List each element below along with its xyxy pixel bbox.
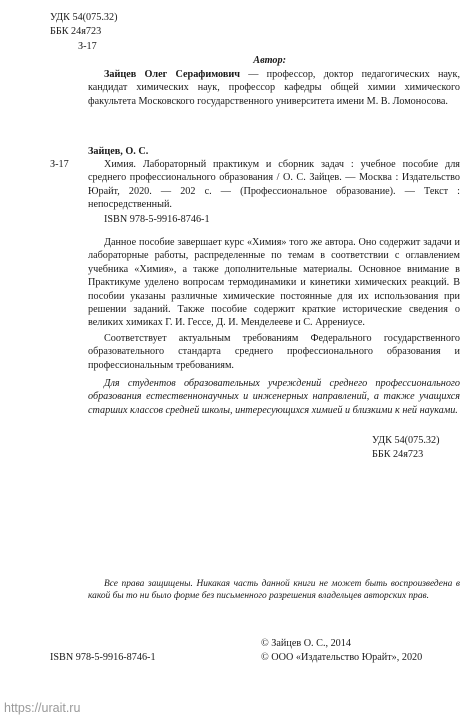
- header-udk: УДК 54(075.32): [50, 12, 118, 23]
- catalog-author: Зайцев, О. С.: [88, 146, 149, 157]
- footer-isbn: ISBN 978-5-9916-8746-1: [50, 652, 156, 663]
- classification-udk: УДК 54(075.32): [372, 435, 440, 446]
- rights-notice: Все права защищены. Никакая часть данной книги не может быть воспроизведена в какой бы то ни было форме без письменного разрешения владельцев авторских прав.: [88, 579, 460, 602]
- abstract: [88, 236, 460, 372]
- header-code: З-17: [78, 41, 97, 52]
- catalog-description: Химия. Лабораторный практикум и сборник задач : учебное пособие для среднего профессионального образования / О. С. Зайцев. — Москва : Издательство Юрайт, 2020. — 202 с. — (Профессиональное образование). — Текст : непосредственный.: [88, 159, 460, 211]
- author-name: Зайцев Олег Серафимович: [104, 69, 240, 80]
- abstract-paragraph-2: Соответствует актуальным требованиям Федерального государственного образовательного стандарта среднего профессионального образования и профессиональным требованиям.: [88, 332, 460, 371]
- audience-note: Для студентов образовательных учреждений среднего профессионального образования естественнонаучных и инженерных направлений, а также учащихся старших классов средней школы, интересующихся химией и близкими к ней науками.: [88, 378, 460, 416]
- author-bio: — профессор, доктор педагогических наук, кандидат химических наук, профессор кафедры общей химии химического факультета Московского государственного университета имени М. В. Ломоносова.: [88, 69, 460, 107]
- copyright-author: © Зайцев О. С., 2014: [261, 638, 351, 649]
- copyright-publisher: © ООО «Издательство Юрайт», 2020: [261, 652, 423, 663]
- catalog-isbn: ISBN 978-5-9916-8746-1: [104, 214, 210, 225]
- header-bbk: ББК 24я723: [50, 26, 102, 37]
- abstract-paragraph-1: Данное пособие завершает курс «Химия» того же автора. Оно содержит задачи и лабораторные работы, распределенные по темам в соответствии с оглавлением учебника «Химия», а также дополнительные материалы. Основное внимание в Практикуме уделено вопросам термодинамики и кинетики химических реакций. В пособии указаны различные химические постоянные для их использования при решении заданий. Также пособие содержит краткие исторические сведения о великих химиках Г. И. Гессе, Д. И. Менделееве и С. Аррениусе.: [88, 237, 460, 329]
- catalog-code: З-17: [50, 159, 69, 170]
- author-heading: Автор:: [253, 55, 286, 66]
- author-info: [88, 68, 460, 108]
- classification-bbk: ББК 24я723: [372, 449, 424, 460]
- watermark-url: https://urait.ru: [4, 701, 81, 715]
